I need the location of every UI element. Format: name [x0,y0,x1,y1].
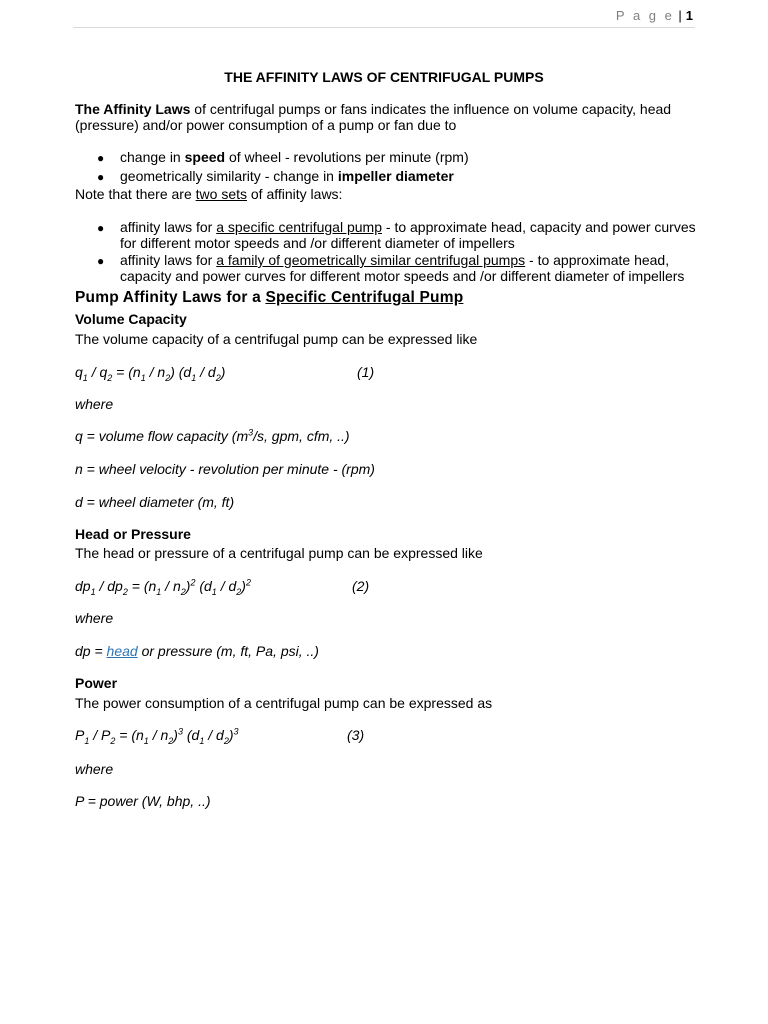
document-title: THE AFFINITY LAWS OF CENTRIFUGAL PUMPS [224,69,544,85]
page-number: P a g e | 1 [615,8,693,23]
equation-1: $q_1 / q_2 = (n_1 / n_2)$ $(d_1 / d_2)$ [75,364,226,383]
equation-3: $P_1 / P_2 = (n_1 / n_2)^3$ $(d_1 / d_2)^3$ [75,726,239,746]
equation-number: (2) [352,578,370,594]
head-link[interactable]: head [106,643,138,659]
definition-dp: dp = head or pressure (m, ft, Pa, psi, ..) [75,643,319,659]
definition-q: q = volume flow capacity ($m^3/s$, gpm, cfm, ..) [75,427,350,444]
subsection-heading: Volume Capacity [75,311,187,327]
equation-2: $dp_1 / dp_2 = (n_1 / n_2)^2$ $(d_1 / d_2)^2$ [75,577,251,597]
where-label: where [75,761,114,777]
bullet-icon: ● [97,254,105,268]
volume-description: The volume capacity of a centrifugal pump can be expressed like [75,331,478,347]
bullet-icon: ● [97,221,105,235]
subsection-heading: Power [75,675,118,691]
equation-number: (1) [357,364,375,380]
definition-n: n = wheel velocity - revolution per minute - (rpm) [75,461,375,477]
page-header [73,0,695,28]
list-item: geometrically similarity - change in impeller diameter [120,168,454,184]
definition-p: P = power (W, bhp, ..) [75,793,211,809]
bullet-icon: ● [97,170,105,184]
bullet-icon: ● [97,151,105,165]
list-item: affinity laws for a family of geometrically similar centrifugal pumps - to approximate head, capacity and power curves for different motor speeds and /or different diameter of impellers [120,252,685,284]
intro-paragraph: The Affinity Laws of centrifugal pumps or fans indicates the influence on volume capacity, head (pressure) and/or power consumption of a pump or fan due to [75,101,672,133]
definition-d: d = wheel diameter (m, ft) [75,494,235,510]
section-heading: Pump Affinity Laws for a Specific Centrifugal Pump [75,289,464,306]
list-item: affinity laws for a specific centrifugal pump - to approximate head, capacity and power curves for different motor speeds and /or different diameter of impellers [120,219,696,251]
power-description: The power consumption of a centrifugal pump can be expressed as [75,695,493,711]
where-label: where [75,396,114,412]
list-item: change in speed of wheel - revolutions per minute (rpm) [120,149,469,165]
note-paragraph: Note that there are two sets of affinity laws: [75,186,343,202]
subsection-heading: Head or Pressure [75,526,191,542]
head-description: The head or pressure of a centrifugal pump can be expressed like [75,545,483,561]
equation-number: (3) [347,727,365,743]
where-label: where [75,610,114,626]
